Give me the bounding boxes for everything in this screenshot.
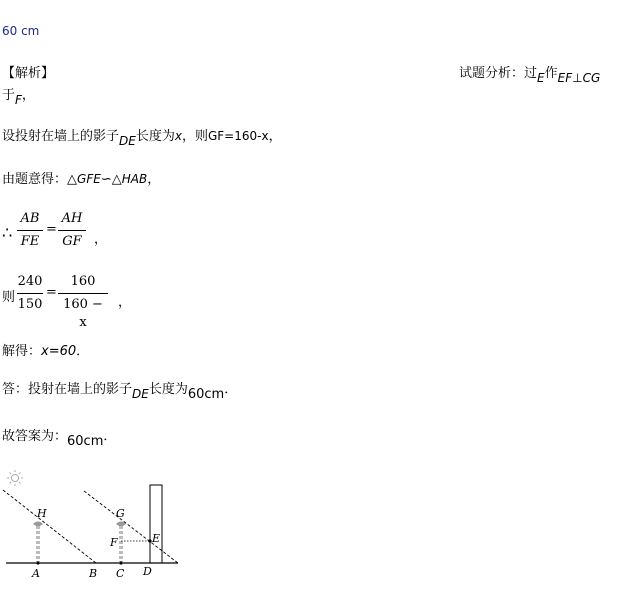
fraction-240-numerator: 240 xyxy=(17,274,43,289)
geometry-figure xyxy=(0,462,190,587)
answer-end: ． xyxy=(224,382,238,397)
set-text2: 长度为 xyxy=(135,129,175,144)
analysis-intro xyxy=(459,62,601,85)
line-yu xyxy=(2,84,35,107)
equals-sign: = xyxy=(46,285,57,300)
person-ah xyxy=(33,522,43,564)
point-c xyxy=(119,561,122,564)
yu-var: F xyxy=(15,93,22,107)
fraction-160-160x xyxy=(58,273,108,332)
fraction-ah-gf-numerator: AH xyxy=(61,211,83,226)
calc-prefix: 则 xyxy=(2,290,16,305)
fraction-ab-fe xyxy=(17,210,43,251)
sun-ray-1 xyxy=(3,490,96,563)
similar-end: ， xyxy=(147,172,161,187)
fraction-240-150 xyxy=(17,273,43,314)
yu-text: 于 xyxy=(2,88,16,103)
calc-end: ， xyxy=(118,295,132,310)
fraction-ah-gf-denominator: GF xyxy=(62,234,82,249)
fraction-160x-denominator: 160 − x xyxy=(63,297,103,330)
analysis-segment: EF⊥CG xyxy=(557,71,601,85)
set-expr: GF=160-x xyxy=(207,129,269,143)
triangle2-name: HAB xyxy=(121,172,148,186)
ratio-end: ， xyxy=(94,232,108,247)
equals-sign: = xyxy=(46,222,57,237)
set-seg: DE xyxy=(119,134,136,148)
analysis-heading: 【解析】 xyxy=(2,66,55,81)
line-set xyxy=(2,125,282,148)
yu-suffix: ， xyxy=(21,88,35,103)
label-h: H xyxy=(37,507,47,520)
set-end: ， xyxy=(268,129,282,144)
solve-prefix: 解得： xyxy=(2,344,42,359)
line-solve xyxy=(2,340,89,359)
line-similar xyxy=(2,168,160,187)
final-prefix: 故答案为： xyxy=(2,429,68,444)
final-end: ． xyxy=(103,429,117,444)
label-d: D xyxy=(143,565,152,578)
fraction-bar xyxy=(17,293,43,294)
answer-seg: DE xyxy=(132,387,149,401)
label-g: G xyxy=(116,507,125,520)
fraction-bar xyxy=(58,230,86,231)
fraction-160-numerator: 160 xyxy=(70,274,96,289)
answer-prefix: 答：投射在墙上的影子 xyxy=(2,382,133,397)
triangle2-symbol: △ xyxy=(111,172,122,187)
solve-result: x=60 xyxy=(41,344,77,359)
analysis-prefix: 试题分析：过 xyxy=(459,66,538,81)
similar-text: 由题意得： xyxy=(2,172,68,187)
analysis-mid: 作 xyxy=(544,66,558,81)
triangle1-symbol: △ xyxy=(67,172,78,187)
set-text1: 设投射在墙上的影子 xyxy=(2,129,120,144)
answer-value: 60cm xyxy=(187,387,225,402)
fraction-bar xyxy=(58,293,108,294)
fraction-ah-gf xyxy=(58,210,86,251)
line-final xyxy=(2,425,117,449)
sun-icon xyxy=(7,470,23,486)
triangle1-name: GFE xyxy=(77,172,101,186)
fraction-bar xyxy=(17,230,43,231)
similar-symbol: ∽ xyxy=(100,172,112,187)
label-b: B xyxy=(89,567,98,580)
fraction-ab-fe-denominator: FE xyxy=(20,234,40,249)
set-text3: ，则 xyxy=(181,129,208,144)
label-c: C xyxy=(116,567,125,580)
fraction-150-denominator: 150 xyxy=(17,297,43,312)
point-a xyxy=(36,561,39,564)
set-var: x xyxy=(174,129,182,143)
wall xyxy=(150,485,162,563)
label-a: A xyxy=(32,567,40,580)
solve-end: ． xyxy=(76,344,90,359)
analysis-point: E xyxy=(537,71,545,85)
final-value: 60cm xyxy=(67,434,104,449)
fraction-ab-fe-numerator: AB xyxy=(20,211,40,226)
label-e: E xyxy=(152,532,161,545)
sun-ray-2 xyxy=(84,491,178,563)
label-f: F xyxy=(110,536,118,549)
line-answer xyxy=(2,378,238,402)
top-answer: 60 cm xyxy=(2,24,40,38)
answer-mid: 长度为 xyxy=(148,382,188,397)
therefore-symbol: ∴ xyxy=(2,223,13,242)
